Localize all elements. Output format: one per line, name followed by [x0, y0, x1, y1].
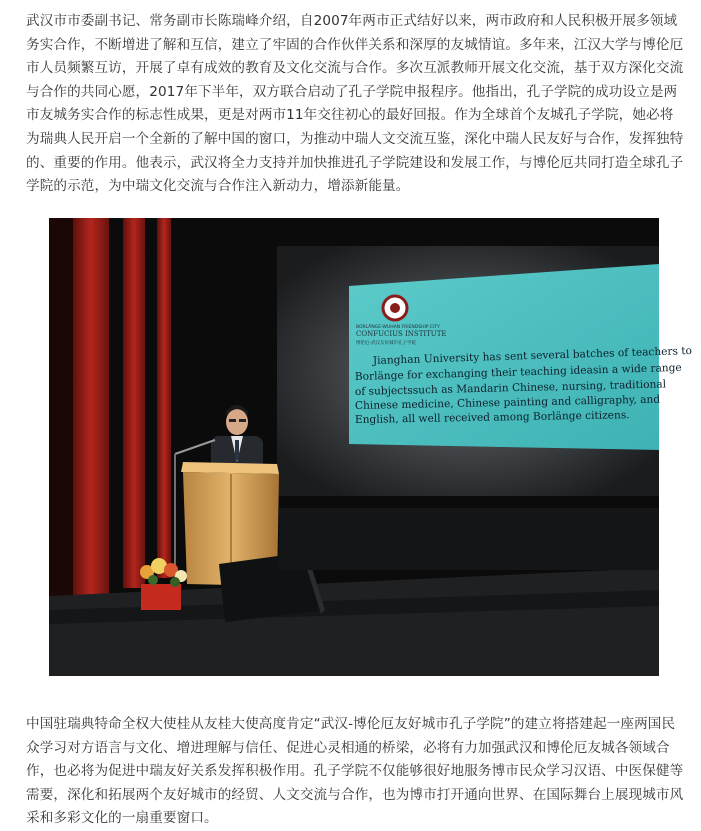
slide-line: of subjectssuch as Mandarin Chinese, nursing, traditional — [354, 378, 667, 398]
slide-logo-caption: 博伦厄-武汉友好城市孔子学院 — [356, 341, 417, 346]
slide-logo-subtitle: BORLÄNGE-WUHAN FRIENDSHIP CITY — [356, 325, 440, 330]
slide-line: Jianghan University has sent several batches of teachers to — [372, 344, 693, 367]
article-paragraph-ambassador: 中国驻瑞典特命全权大使桂从友桂大使高度肯定“武汉-博伦厄友好城市孔子学院”的建立将搭建起一座两国民众学习对方语言与文化、增进理解与信任、促进心灵相通的桥梁，必将有力加强武汉和博伦厄友城各领域合作，也必将为促进中瑞友好关系发挥积极作用。孔子学院不仅能够很好地服务博市民众学习汉语、中医保健等需要，深化和拓展两个友好城市的经贸、人文交流与合作，也为博市打开通向世界、在国际舞台上展现城市风采和多彩文化的一扇重要窗口。 — [26, 716, 684, 827]
slide-logo-title: CONFUCIUS INSTITUTE — [356, 330, 447, 338]
article-paragraph-intro: 武汉市市委副书记、常务副市长陈瑞峰介绍，自2007年两市正式结好以来，两市政府和人民积极开展多领域务实合作，不断增进了解和互信，建立了牢固的合作伙伴关系和深厚的友城情谊。多年来，江汉大学与博伦厄市人员频繁互访，开展了卓有成效的教育及文化交流与合作。多次互派教师开展文化交流，基于双方深化交流与合作的共同心愿，2017年下半年，双方联合启动了孔子学院申报程序。他指出，孔子学院的成功设立是两市友城务实合作的标志性成果，更是对两市11年交往初心的最好回报。作为全球首个友城孔子学院，她必将为瑞典人民开启一个全新的了解中国的窗口，为推动中瑞人文交流互鉴，深化中瑞人民友好与合作，发挥独特的、重要的作用。他表示，武汉将全力支持并加快推进孔子学院建设和发展工作，与博伦厄共同打造全球孔子学院的示范，为中瑞文化交流与合作注入新动力，增添新能量。 — [26, 13, 684, 195]
presentation-slide — [349, 264, 692, 450]
event-photo — [49, 218, 693, 676]
slide-line: Borlänge for exchanging their teaching ideasin a wide range — [354, 361, 682, 383]
slide-line: Chinese medicine, Chinese painting and calligraphy, and — [354, 393, 661, 412]
slide-line: English, all well received among Borlänge citizens. — [354, 409, 630, 426]
side-wall — [279, 508, 659, 570]
